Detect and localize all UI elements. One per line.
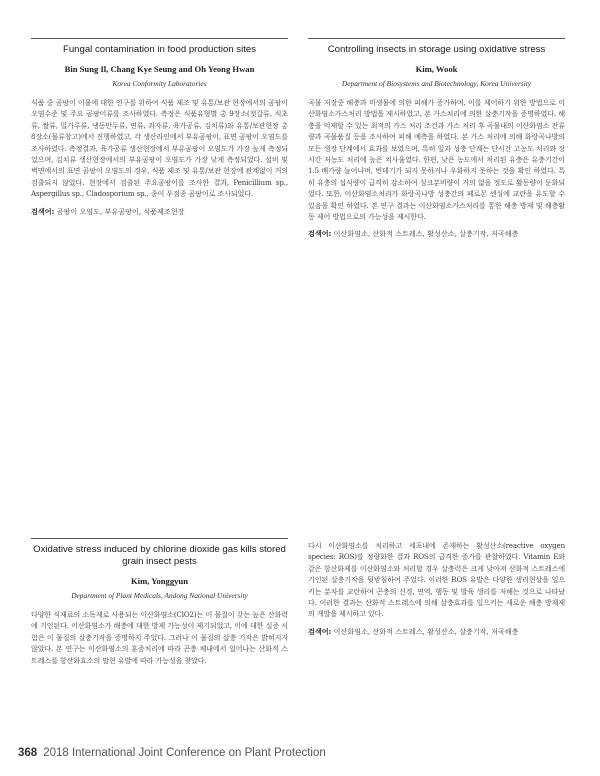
article-authors: Bin Sung Il, Chang Kye Seung and Oh Yeong Hwan [64, 64, 255, 74]
footer-text: 2018 International Joint Conference on Plant Protection [43, 747, 326, 759]
keywords-label: 검색어: [308, 229, 332, 239]
article-title: Controlling insects in storage using oxidative stress [327, 44, 546, 55]
article-authors: Kim, Wook [415, 64, 458, 74]
page-footer [18, 747, 326, 759]
article-abstract: 식품 중 곰팡이 이물에 대한 연구를 위하여 식품 제조 및 유통/보관 현장에서의 곰팡이 오염수준 및 주요 곰팡이류를 조사하였다. 측정은 식품유형별 총 9장소(젓갈류, 식초류, 쌀류, 밀가루류, 냉동만두류, 면류, 과자류, 육가공류, 김치류)와 유통/보관현장 총 8장소(물류창고)에서 진행하였고, 각 생산라인에서 부유곰팡이, 표면 곰팡이 오염도를 조사하였다. 측정결과, 육가공류 생산현장에서 부유곰팡이 오염도가 가장 높게 측정되었으며, 김치류 생산현장에서의 부유곰팡이 오염도가 가장 낮게 측정되었다. 설비 및 벽면에서의 표면 곰팡이 오염도의 경우, 식품 제조 및 유통/보관 현장에 관계없이 거의 검출되지 않았다. 현장에서 검출된 주요곰팡이를 조사한 결과, Penicillium sp., Aspergillus sp., Cladosporium sp., 종이 우점종 곰팡이로 조사되었다. [31, 98, 288, 199]
keywords-label: 검색어: [308, 626, 332, 636]
section-rule [31, 38, 288, 39]
article-title: Oxidative stress induced by chlorine dioxide gas kills stored grain insect pests [33, 544, 286, 567]
section-rule [308, 38, 565, 39]
article-authors: Kim, Yonggyun [131, 576, 188, 586]
article-controlling-insects [308, 38, 565, 239]
article-title: Fungal contamination in food production sites [62, 44, 257, 55]
keywords-text: 이산화염소, 산화적 스트레스, 활성산소, 살충기작, 저곡해충 [333, 626, 519, 636]
article-fungal-contamination [31, 38, 288, 217]
article-affiliation: Department of Biosystems and Biotechnology, Korea University [341, 79, 532, 88]
article-abstract: 다양한 식재료의 소독제로 사용되는 이산화염소(ClO2)는 이 물질이 갖는 높은 산화력에 기인된다. 이산화염소가 해충에 대한 방제 가능성이 제기되었고, 이에 대한 실증 시험은 이 물질의 살충기작을 증명하지 주었다. 그러나 이 물질의 살충 기작은 밝혀지지 않았다. 본 연구는 이산화염소의 훈증처리에 따라 곤충 체내에서 일어나는 산화적 스트레스를 항산화효소의 발현 유발에 따라 가능성을 찾았다. [31, 610, 288, 665]
keywords-label: 검색어: [31, 206, 55, 216]
section-rule [31, 538, 288, 539]
article-keywords [308, 229, 565, 239]
keywords-text: 이산화염소, 산화적 스트레스, 활성산소, 살충기작, 저곡해충 [333, 229, 519, 239]
article-affiliation: Korea Conformity Laboratories [112, 79, 207, 88]
article-affiliation: Department of Plant Medicals, Andong National University [71, 591, 248, 600]
page-number: 368 [18, 747, 38, 759]
article-keywords [308, 627, 565, 637]
keywords-text: 곰팡이 오염도, 부유곰팡이, 식품제조현장 [56, 206, 185, 216]
article-abstract: 곡물 저장중 해충과 미생물에 의한 피해가 증가하며, 이를 제어하기 위한 방법으로 이산화염소가스처리 방법을 제시하였고, 본 가스처리에 의한 살충기작을 증명하였다. 해충을 억제할 수 있는 최적의 가스 처리 조건과 가스 처리 후 곡물내의 이산화염소 잔류량과 곡물품질 등을 조사하여 피해 예측을 하였다. 본 가스 처리에 의해 화랑곡나방의 모든 생장 단계에서 효과를 보였으며, 특히 일과 성충 단계는 단시간 고농도 처리와 장시간 저농도 처리에 높은 치사율였다. 한편, 낮은 농도에서 처리된 유충은 유충기간이 1.5 배가량 늘어나며, 번데기가 되지 못하거나 우화하지 못하는 것을 확인 하였다. 특히 유충의 섭식량이 급격히 감소하여 싱크분비량이 거의 없을 정도로 활동량이 둔화되었다. 또한, 이산화염소처리가 화랑곡나방 성충간의 페로몬 센싱에 교란을 유도할 수 있음을 확인 하였다. 본 연구 결과는 이산화염소가스처리를 통한 해충 방제 및 해충활동 제어 방법으로의 가능성을 제시한다. [308, 98, 565, 222]
article-keywords [31, 207, 288, 217]
article-abstract-continued: 다시 이산화염소를 처리하고 세포내에 존재하는 활성산소(reactive oxygen species: ROS)를 정량화한 결과 ROS의 급격한 증가를 관찰하였다. Vitamin E와 같은 항산화제를 이산화염소와 처리할 경우 살충력은 크게 낮아져 산화적 스트레스에 기인된 살충기작을 뒷받침하여 주었다. 이러한 ROS 유발은 다양한 생리현상을 일으키는 분자를 교란하여 곤충의 신경, 면역, 행동 및 발육 생리를 저해는 것으로 나타났다. 이러한 결과는 산화적 스트레스에 의해 살충효과를 일으키는 새로운 해충 방제제의 개발을 제시하고 있다. [308, 541, 565, 619]
article-oxidative-stress-continued [308, 540, 565, 637]
article-oxidative-stress [31, 538, 288, 666]
